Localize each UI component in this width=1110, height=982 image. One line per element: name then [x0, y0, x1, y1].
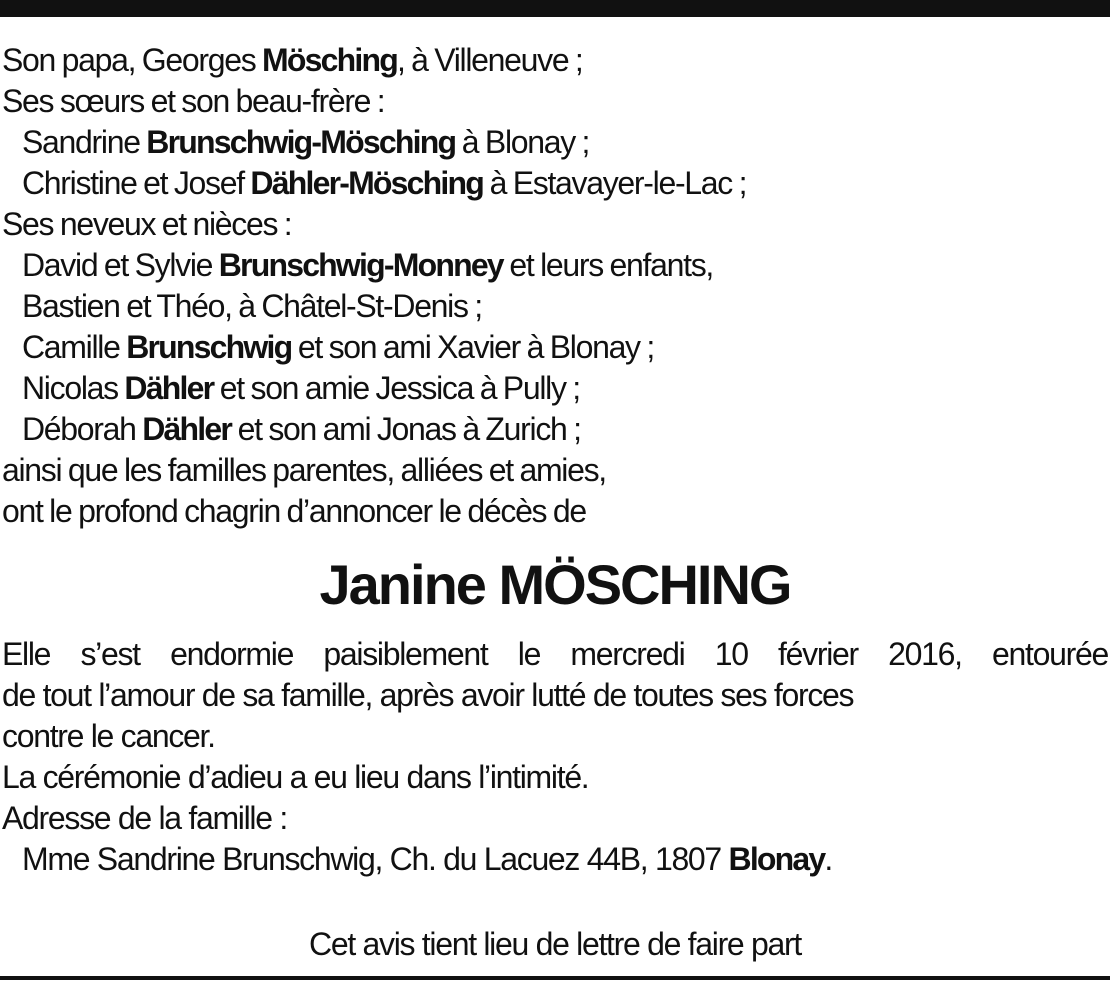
announcement-message — [2, 634, 1108, 880]
family-line: Ses sœurs et son beau-frère : — [2, 83, 385, 119]
family-address: Mme Sandrine Brunschwig, Ch. du Lacuez 44B, 1807 Blonay. — [22, 841, 833, 877]
message-line: de tout l’amour de sa famille, après avoir lutté de toutes ses forces — [2, 677, 854, 713]
family-surname: Dähler — [142, 411, 232, 447]
family-line: Christine et Josef Dähler-Mösching à Estavayer-le-Lac ; — [22, 165, 747, 201]
family-surname: Mösching — [262, 42, 397, 78]
family-line: Sandrine Brunschwig-Mösching à Blonay ; — [22, 124, 590, 160]
message-line: contre le cancer. — [2, 718, 215, 754]
family-surname: Dähler — [124, 370, 214, 406]
family-line: David et Sylvie Brunschwig-Monney et leurs enfants, — [22, 247, 713, 283]
message-line: Elle s’est endormie paisiblement le mercredi 10 février 2016, entourée — [2, 636, 1108, 672]
message-line: La cérémonie d’adieu a eu lieu dans l’intimité. — [2, 759, 589, 795]
family-line: ont le profond chagrin d’annoncer le décès de — [2, 493, 586, 529]
address-city: Blonay — [728, 841, 825, 877]
bottom-border-rule — [0, 976, 1110, 980]
message-line: Adresse de la famille : — [2, 800, 287, 836]
family-line: Son papa, Georges Mösching, à Villeneuve ; — [2, 42, 583, 78]
family-list — [2, 40, 1102, 532]
family-line: Déborah Dähler et son ami Jonas à Zurich ; — [22, 411, 581, 447]
family-line: Camille Brunschwig et son ami Xavier à Blonay ; — [22, 329, 654, 365]
family-surname: Brunschwig-Mösching — [146, 124, 456, 160]
family-line: Nicolas Dähler et son amie Jessica à Pully ; — [22, 370, 580, 406]
footer-note: Cet avis tient lieu de lettre de faire part — [309, 926, 801, 962]
family-surname: Dähler-Mösching — [250, 165, 484, 201]
family-line: ainsi que les familles parentes, alliées et amies, — [2, 452, 606, 488]
family-surname: Brunschwig-Monney — [218, 247, 503, 283]
deceased-name: Janine MÖSCHING — [319, 553, 791, 616]
family-line: Bastien et Théo, à Châtel-St-Denis ; — [22, 288, 482, 324]
top-border-rule — [0, 0, 1110, 17]
family-surname: Brunschwig — [126, 329, 292, 365]
family-line: Ses neveux et nièces : — [2, 206, 292, 242]
